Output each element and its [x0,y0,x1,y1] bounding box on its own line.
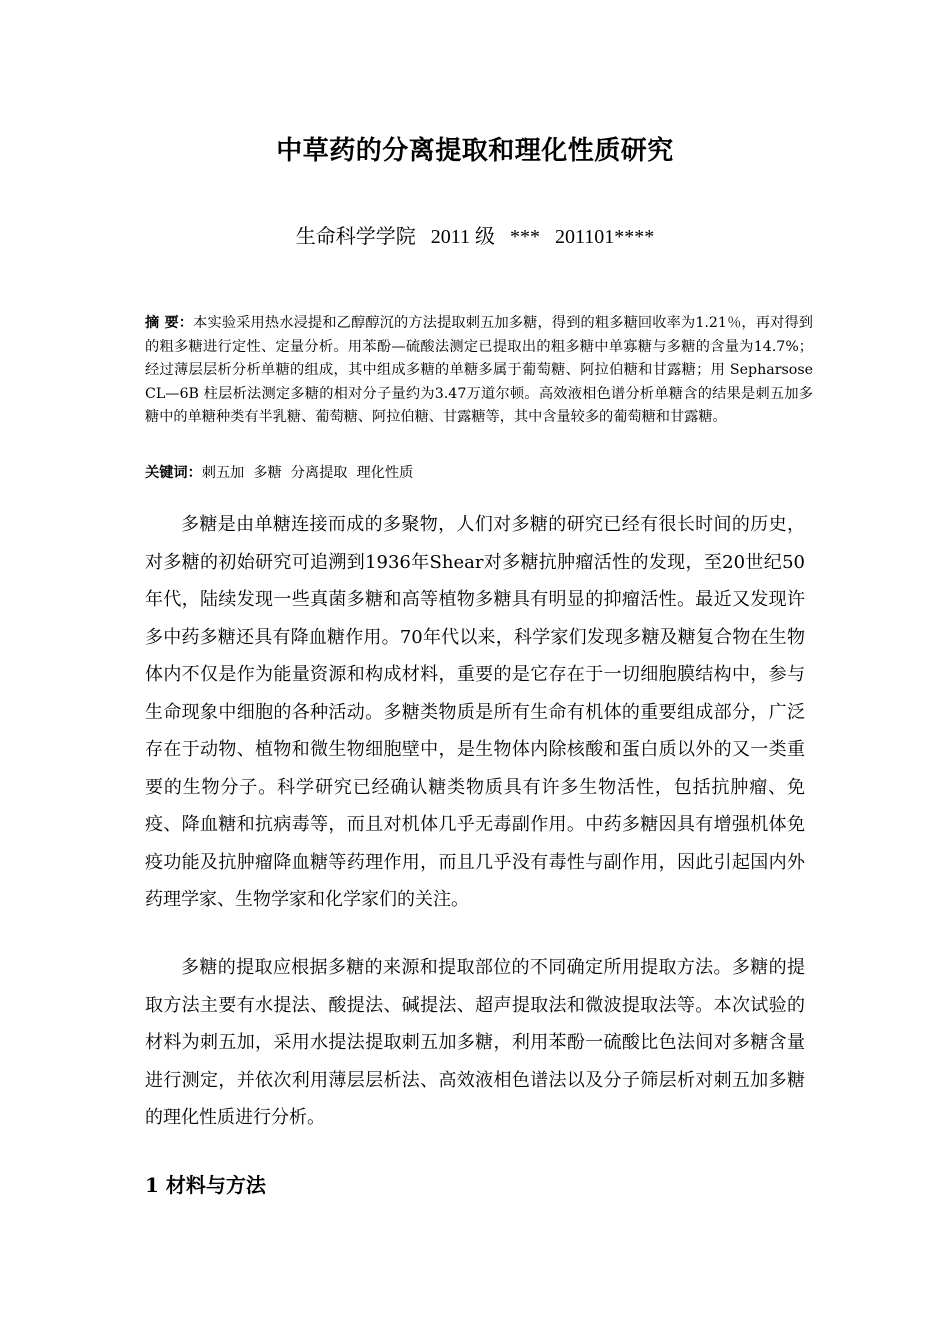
body-paragraph: 多糖是由单糖连接而成的多聚物，人们对多糖的研究已经有很长时间的历史，对多糖的初始研究可追溯到1936年Shear对多糖抗肿瘤活性的发现，至20世纪50年代，陆续发现一些真菌多糖和高等植物多糖具有明显的抑瘤活性。最近又发现许多中药多糖还具有降血糖作用。70年代以来，科学家们发现多糖及糖复合物在生物体内不仅是作为能量资源和构成材料，重要的是它存在于一切细胞膜结构中，参与生命现象中细胞的各种活动。多糖类物质是所有生命有机体的重要组成部分，广泛存在于动物、植物和微生物细胞壁中，是生物体内除核酸和蛋白质以外的又一类重要的生物分子。科学研究已经确认糖类物质具有许多生物活性，包括抗肿瘤、免疫、降血糖和抗病毒等，而且对机体几乎无毒副作用。中药多糖因具有增强机体免疫功能及抗肿瘤降血糖等药理作用，而且几乎没有毒性与副作用，因此引起国内外药理学家、生物学家和化学家们的关注。 [145,514,805,910]
author-line: 生命科学学院 2011 级 *** 201101**** [295,226,655,248]
body-paragraph: 多糖的提取应根据多糖的来源和提取部位的不同确定所用提取方法。多糖的提取方法主要有水提法、酸提法、碱提法、超声提取法和微波提取法等。本次试验的材料为刺五加，采用水提法提取刺五加多糖，利用苯酚一硫酸比色法间对多糖含量进行测定，并依次利用薄层层析法、高效液相色谱法以及分子筛层析对刺五加多糖的理化性质进行分析。 [145,957,805,1128]
keywords-block [145,462,813,484]
document-title: 中草药的分离提取和理化性质研究 [276,136,674,166]
section-heading: 1 材料与方法 [145,1173,266,1197]
abstract-block [145,312,813,430]
abstract-label: 摘 要： [145,315,194,331]
abstract-text: 本实验采用热水浸提和乙醇醇沉的方法提取刺五加多糖，得到的粗多糖回收率为1.21％，再对得到的粗多糖进行定性、定量分析。用苯酚—硫酸法测定已提取出的粗多糖中单寡糖与多糖的含量为14.7%；经过薄层层析分析单糖的组成，其中组成多糖的单糖多属于葡萄糖、阿拉伯糖和甘露糖；用 Sepharsose CL—6B 柱层析法测定多糖的相对分子量约为3.47万道尔顿。高效液相色谱分析单糖含的结果是刺五加多糖中的单糖种类有半乳糖、葡萄糖、阿拉伯糖、甘露糖等，其中含量较多的葡萄糖和甘露糖。 [145,315,813,426]
keywords-text: 刺五加 多糖 分离提取 理化性质 [201,465,414,481]
keywords-label: 关键词： [145,465,202,481]
